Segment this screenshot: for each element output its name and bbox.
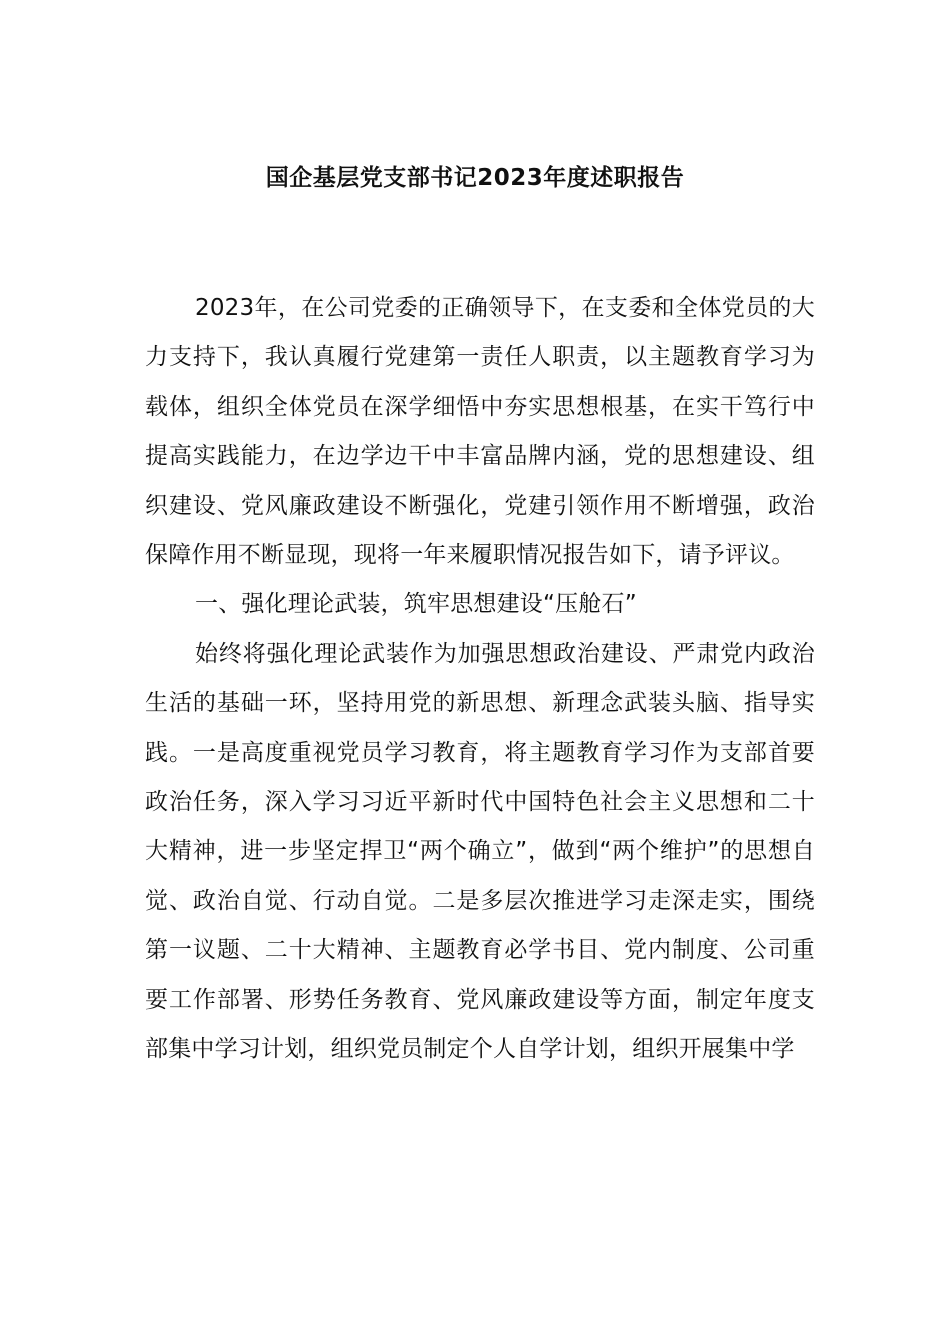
paragraph-intro: 2023年，在公司党委的正确领导下，在支委和全体党员的大力支持下，我认真履行党建第一责任人职责，以主题教育学习为载体，组织全体党员在深学细悟中夯实思想根基，在实干笃行中提高实践能力，在边学边干中丰富品牌内涵，党的思想建设、组织建设、党风廉政建设不断强化，党建引领作用不断增强，政治保障作用不断显现，现将一年来履职情况报告如下，请予评议。	[145, 295, 815, 569]
document-body	[145, 284, 815, 1075]
section-heading-1: 一、强化理论武装，筑牢思想建设“压舱石”	[195, 591, 637, 618]
document-title: 国企基层党支部书记2023年度述职报告	[265, 165, 685, 191]
paragraph-section-1: 始终将强化理论武装作为加强思想政治建设、严肃党内政治生活的基础一环，坚持用党的新思想、新理念武装头脑、指导实践。一是高度重视党员学习教育，将主题教育学习作为支部首要政治任务，深入学习习近平新时代中国特色社会主义思想和二十大精神，进一步坚定捍卫“两个确立”，做到“两个维护”的思想自觉、政治自觉、行动自觉。二是多层次推进学习走深走实，围绕第一议题、二十大精神、主题教育必学书目、党内制度、公司重要工作部署、形势任务教育、党风廉政建设等方面，制定年度支部集中学习计划，组织党员制定个人自学计划，组织开展集中学	[145, 640, 815, 1063]
